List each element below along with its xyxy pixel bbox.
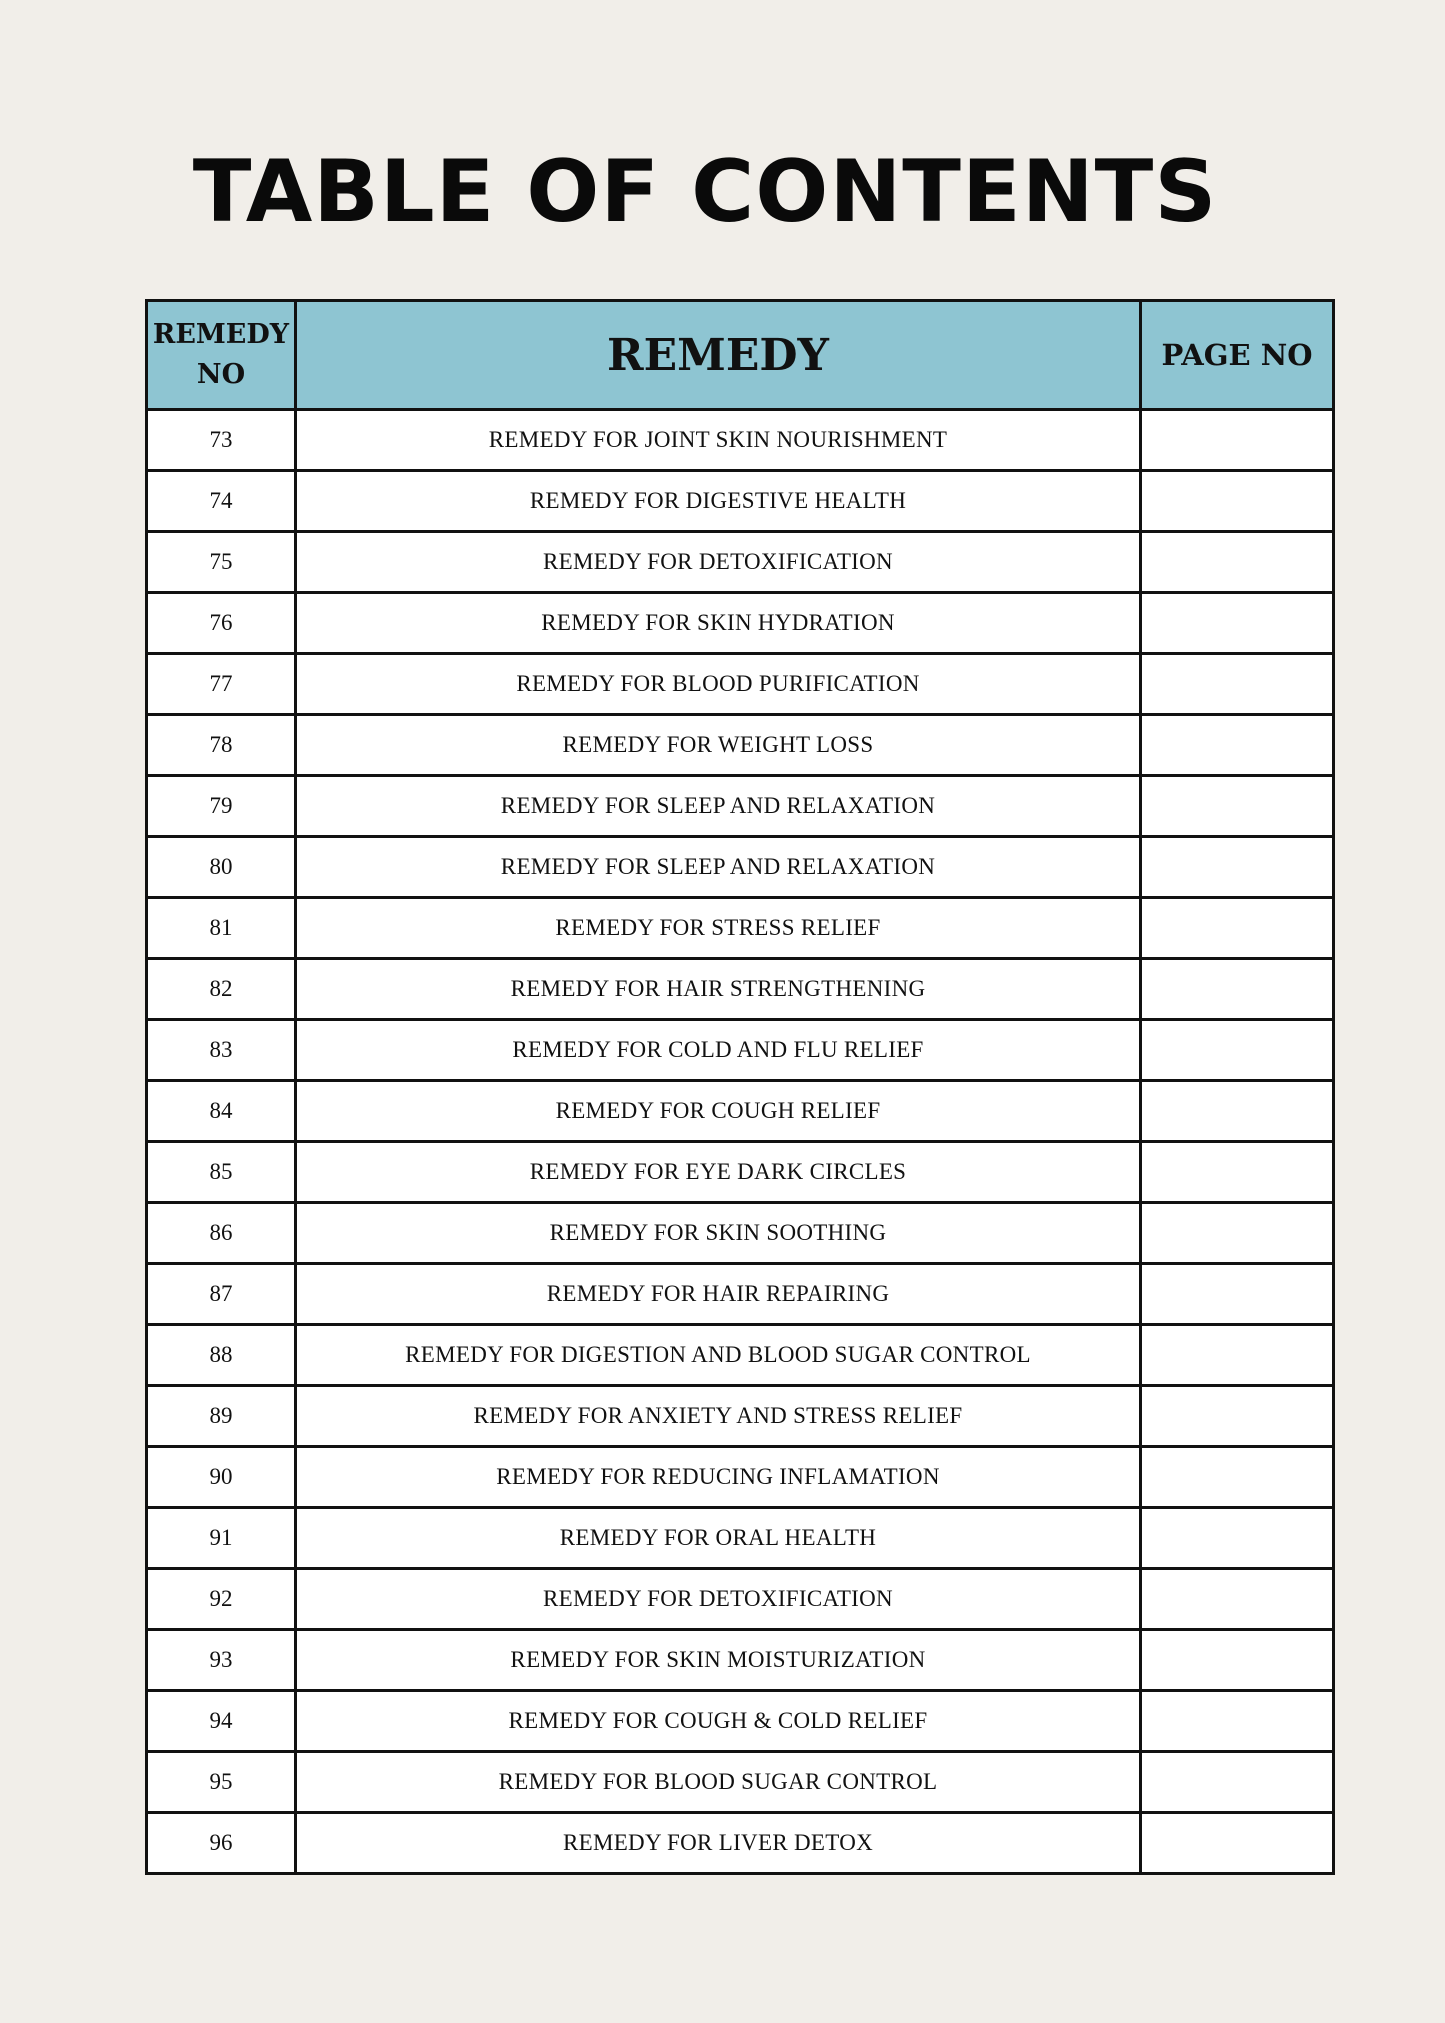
page-number-cell — [1141, 837, 1334, 898]
table-row — [147, 1142, 1334, 1203]
remedy-number-cell: 75 — [147, 532, 296, 593]
table-row — [147, 654, 1334, 715]
contents-table — [145, 299, 1335, 1875]
page-number-cell — [1141, 654, 1334, 715]
page-number-cell — [1141, 1691, 1334, 1752]
remedy-name-cell: REMEDY FOR COLD AND FLU RELIEF — [296, 1020, 1141, 1081]
page-number-cell — [1141, 1569, 1334, 1630]
page-number-cell — [1141, 1752, 1334, 1813]
remedy-name-cell: REMEDY FOR SLEEP AND RELAXATION — [296, 837, 1141, 898]
table-header — [147, 301, 1334, 410]
remedy-number-cell: 87 — [147, 1264, 296, 1325]
page-number-cell — [1141, 1325, 1334, 1386]
page-number-cell — [1141, 471, 1334, 532]
remedy-number-cell: 80 — [147, 837, 296, 898]
table-row — [147, 898, 1334, 959]
page-number-cell — [1141, 715, 1334, 776]
table-row — [147, 1691, 1334, 1752]
header-row — [147, 301, 1334, 410]
page-number-cell — [1141, 532, 1334, 593]
remedy-number-cell: 79 — [147, 776, 296, 837]
table-row — [147, 593, 1334, 654]
page-number-cell — [1141, 593, 1334, 654]
remedy-name-cell: REMEDY FOR BLOOD SUGAR CONTROL — [296, 1752, 1141, 1813]
remedy-number-cell: 85 — [147, 1142, 296, 1203]
remedy-name-cell: REMEDY FOR COUGH RELIEF — [296, 1081, 1141, 1142]
header-page-no: PAGE NO — [1141, 301, 1334, 410]
remedy-number-cell: 96 — [147, 1813, 296, 1874]
table-body — [147, 410, 1334, 1874]
header-remedy: REMEDY — [296, 301, 1141, 410]
table-row — [147, 1813, 1334, 1874]
page-number-cell — [1141, 776, 1334, 837]
page-number-cell — [1141, 1081, 1334, 1142]
header-remedy-no-line2: NO — [196, 359, 246, 390]
remedy-name-cell: REMEDY FOR LIVER DETOX — [296, 1813, 1141, 1874]
header-remedy-no-line1: REMEDY — [152, 319, 290, 350]
remedy-name-cell: REMEDY FOR DETOXIFICATION — [296, 1569, 1141, 1630]
table-row — [147, 959, 1334, 1020]
remedy-name-cell: REMEDY FOR SLEEP AND RELAXATION — [296, 776, 1141, 837]
table-row — [147, 471, 1334, 532]
page-number-cell — [1141, 898, 1334, 959]
remedy-name-cell: REMEDY FOR SKIN HYDRATION — [296, 593, 1141, 654]
remedy-number-cell: 92 — [147, 1569, 296, 1630]
remedy-name-cell: REMEDY FOR BLOOD PURIFICATION — [296, 654, 1141, 715]
remedy-number-cell: 74 — [147, 471, 296, 532]
table-row — [147, 1752, 1334, 1813]
remedy-name-cell: REMEDY FOR HAIR REPAIRING — [296, 1264, 1141, 1325]
table-row — [147, 1203, 1334, 1264]
page-number-cell — [1141, 1264, 1334, 1325]
table-row — [147, 1508, 1334, 1569]
page-number-cell — [1141, 1508, 1334, 1569]
remedy-name-cell: REMEDY FOR HAIR STRENGTHENING — [296, 959, 1141, 1020]
remedy-number-cell: 77 — [147, 654, 296, 715]
remedy-name-cell: REMEDY FOR EYE DARK CIRCLES — [296, 1142, 1141, 1203]
remedy-name-cell: REMEDY FOR REDUCING INFLAMATION — [296, 1447, 1141, 1508]
page-number-cell — [1141, 1630, 1334, 1691]
remedy-number-cell: 88 — [147, 1325, 296, 1386]
table-row — [147, 1020, 1334, 1081]
page-number-cell — [1141, 1813, 1334, 1874]
header-remedy-no — [147, 301, 296, 410]
remedy-number-cell: 82 — [147, 959, 296, 1020]
table-row — [147, 837, 1334, 898]
table-row — [147, 1325, 1334, 1386]
table-row — [147, 1630, 1334, 1691]
remedy-number-cell: 94 — [147, 1691, 296, 1752]
remedy-name-cell: REMEDY FOR COUGH & COLD RELIEF — [296, 1691, 1141, 1752]
remedy-name-cell: REMEDY FOR DETOXIFICATION — [296, 532, 1141, 593]
remedy-name-cell: REMEDY FOR SKIN MOISTURIZATION — [296, 1630, 1141, 1691]
table-row — [147, 1569, 1334, 1630]
page-number-cell — [1141, 959, 1334, 1020]
remedy-name-cell: REMEDY FOR STRESS RELIEF — [296, 898, 1141, 959]
remedy-name-cell: REMEDY FOR ANXIETY AND STRESS RELIEF — [296, 1386, 1141, 1447]
remedy-number-cell: 95 — [147, 1752, 296, 1813]
remedy-number-cell: 91 — [147, 1508, 296, 1569]
remedy-number-cell: 76 — [147, 593, 296, 654]
table-row — [147, 776, 1334, 837]
remedy-name-cell: REMEDY FOR DIGESTION AND BLOOD SUGAR CONTROL — [296, 1325, 1141, 1386]
page-number-cell — [1141, 1020, 1334, 1081]
remedy-number-cell: 78 — [147, 715, 296, 776]
remedy-number-cell: 90 — [147, 1447, 296, 1508]
table-row — [147, 532, 1334, 593]
page-number-cell — [1141, 410, 1334, 471]
remedy-number-cell: 89 — [147, 1386, 296, 1447]
table-row — [147, 715, 1334, 776]
remedy-name-cell: REMEDY FOR DIGESTIVE HEALTH — [296, 471, 1141, 532]
remedy-number-cell: 84 — [147, 1081, 296, 1142]
remedy-number-cell: 83 — [147, 1020, 296, 1081]
remedy-name-cell: REMEDY FOR WEIGHT LOSS — [296, 715, 1141, 776]
remedy-name-cell: REMEDY FOR SKIN SOOTHING — [296, 1203, 1141, 1264]
remedy-number-cell: 73 — [147, 410, 296, 471]
table-row — [147, 1264, 1334, 1325]
page-number-cell — [1141, 1203, 1334, 1264]
remedy-number-cell: 81 — [147, 898, 296, 959]
remedy-name-cell: REMEDY FOR JOINT SKIN NOURISHMENT — [296, 410, 1141, 471]
remedy-name-cell: REMEDY FOR ORAL HEALTH — [296, 1508, 1141, 1569]
remedy-number-cell: 86 — [147, 1203, 296, 1264]
table-row — [147, 1081, 1334, 1142]
page-number-cell — [1141, 1447, 1334, 1508]
page-title: TABLE OF CONTENTS — [192, 142, 1218, 242]
table-row — [147, 1386, 1334, 1447]
table-row — [147, 410, 1334, 471]
remedy-number-cell: 93 — [147, 1630, 296, 1691]
table-row — [147, 1447, 1334, 1508]
page-number-cell — [1141, 1142, 1334, 1203]
page-number-cell — [1141, 1386, 1334, 1447]
